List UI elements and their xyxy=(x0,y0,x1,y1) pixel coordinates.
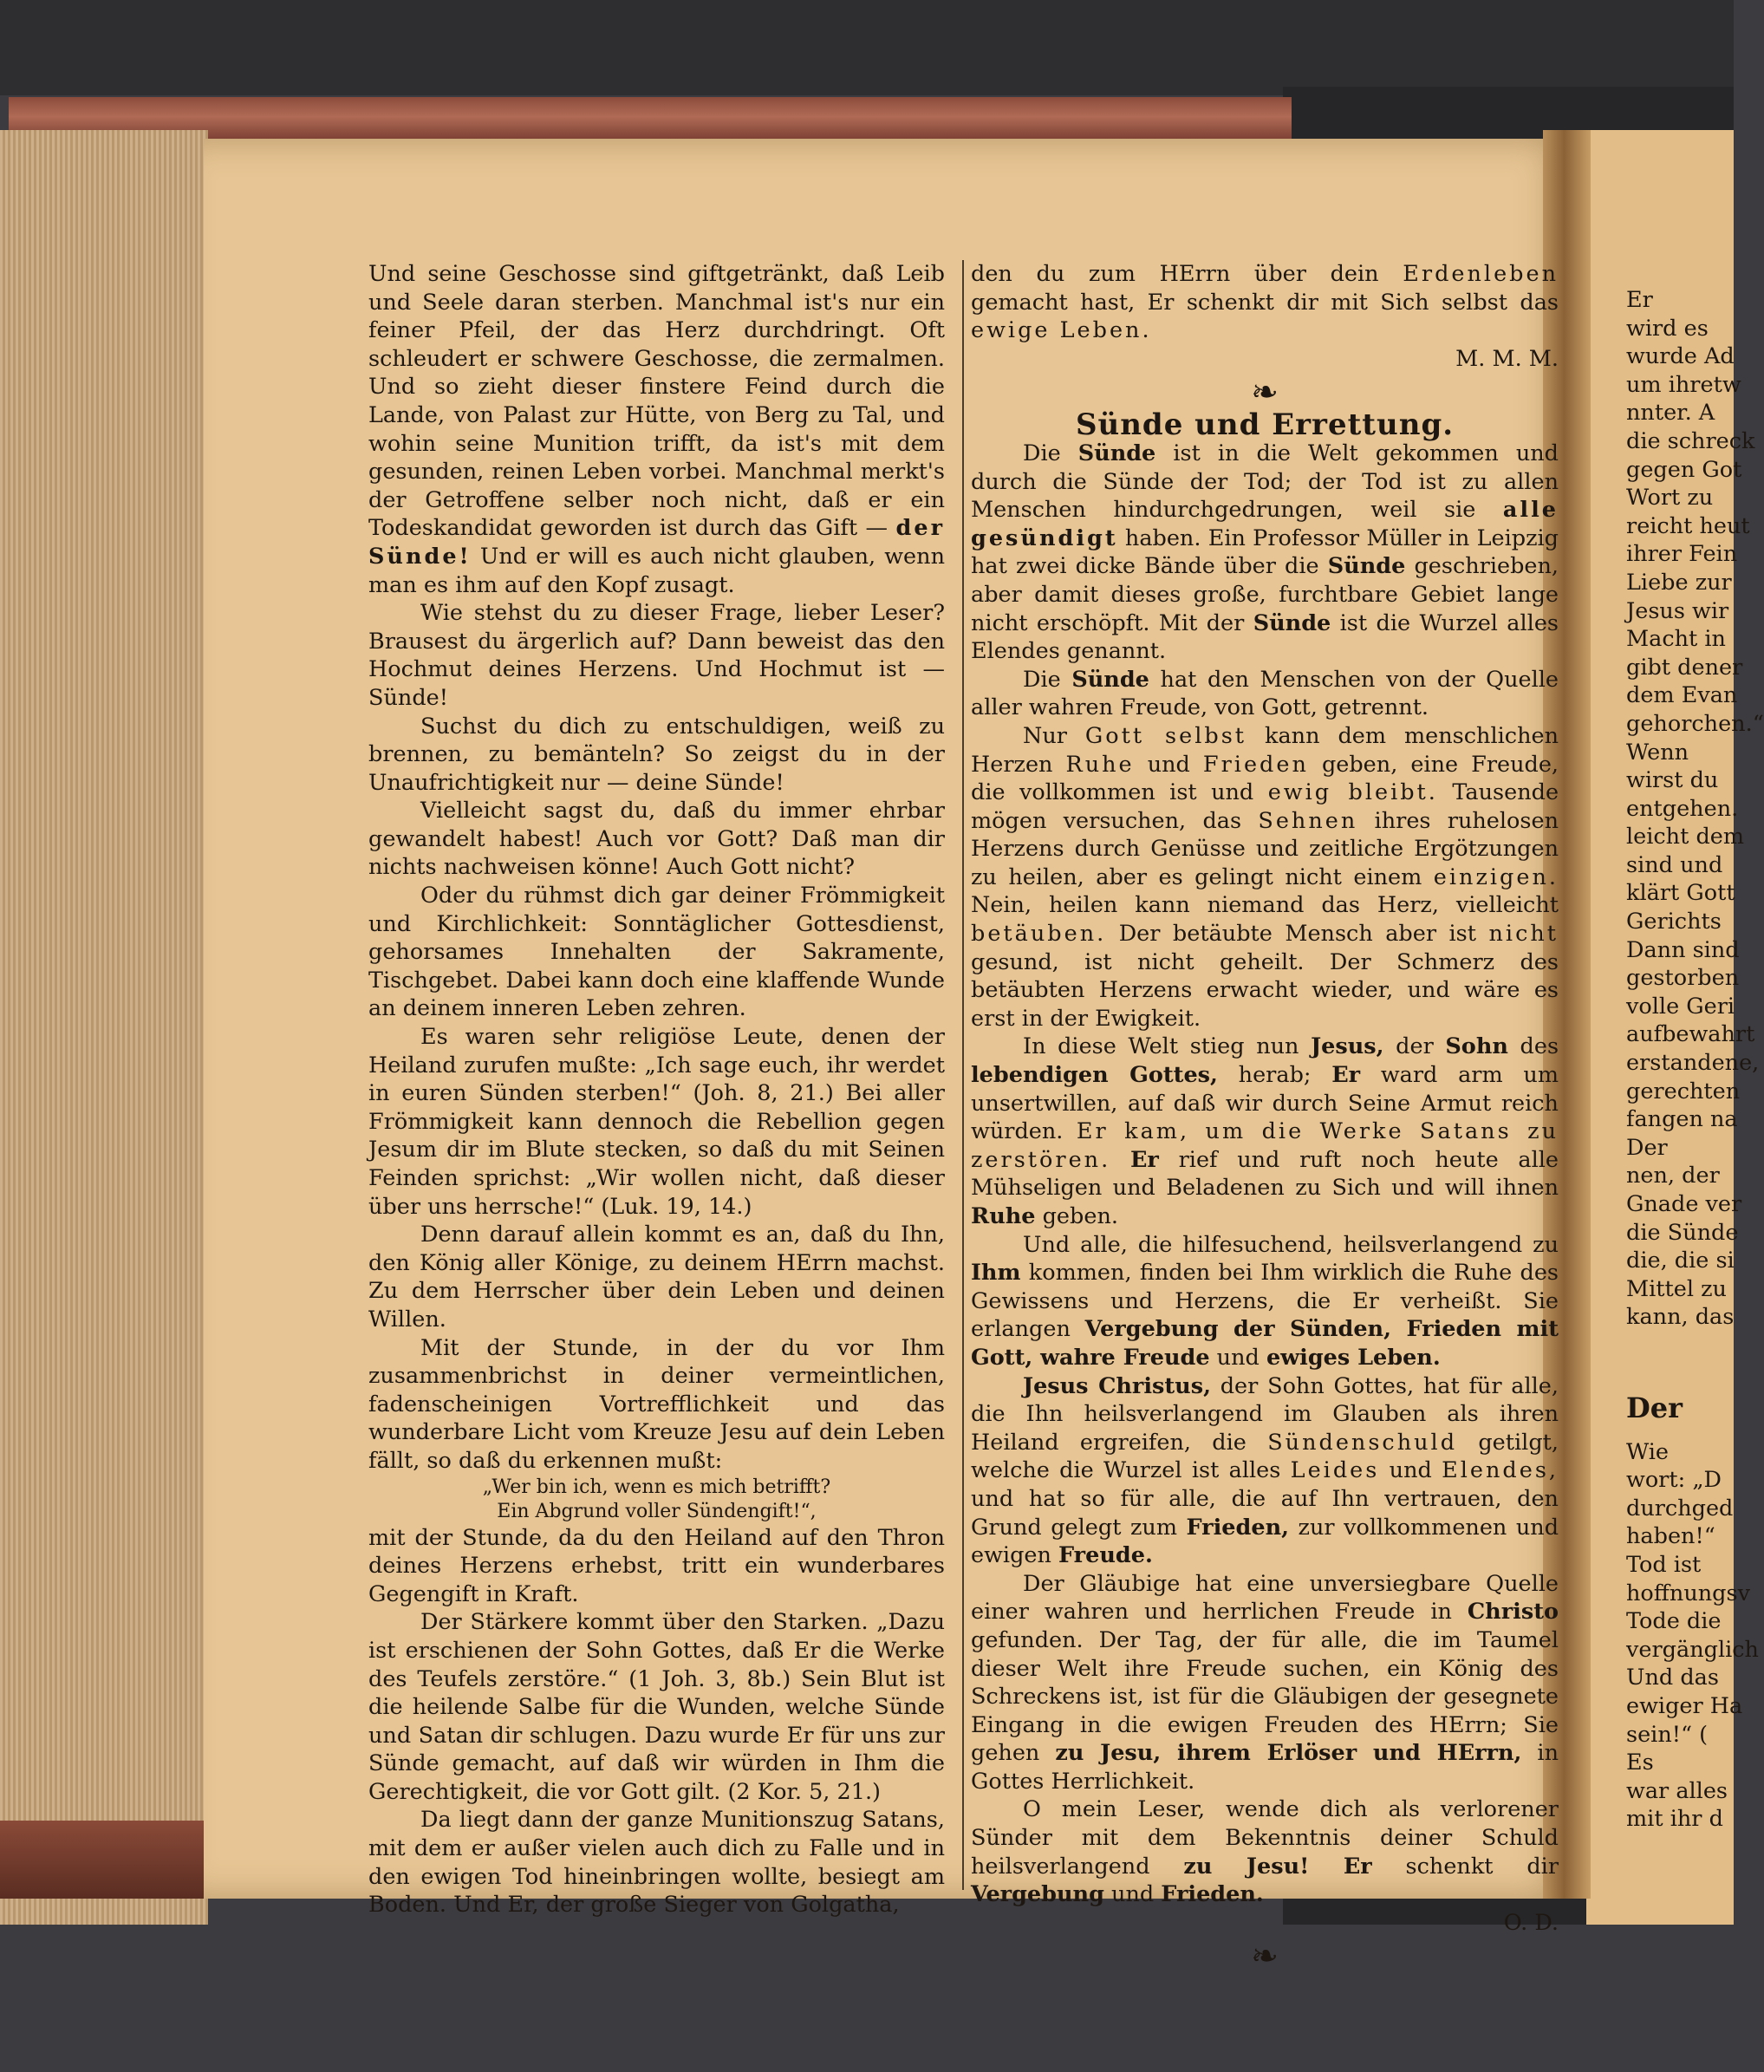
text-line: vergänglich xyxy=(1626,1636,1759,1663)
text: geschrieben, aber damit dieses große, furchtbare Gebiet lange nicht erschöpft. Mit der xyxy=(971,553,1559,636)
paragraph: mit der Stunde, da du den Heiland auf den Thron deines Herzens erhebst, tritt ein wunderbares Gegengift in Kraft. xyxy=(368,1524,945,1607)
emphasis: zu Jesu, ihrem Erlöser und HErrn, xyxy=(1055,1740,1522,1767)
emphasis: Jesus, xyxy=(1311,1033,1384,1060)
text-line: sind und xyxy=(1626,851,1723,878)
spaced-text: Frieden xyxy=(1202,751,1309,778)
text: des xyxy=(1520,1033,1559,1060)
spaced-text: einzigen. xyxy=(1433,863,1559,890)
text-line: Gerichts xyxy=(1626,909,1722,935)
text-line: Wie xyxy=(1626,1438,1670,1465)
text: schenkt dir xyxy=(1405,1853,1559,1880)
paragraph xyxy=(971,666,1559,722)
line-list xyxy=(1626,286,1764,1332)
paragraph xyxy=(971,1795,1559,1908)
emphasis: Ruhe xyxy=(971,1203,1036,1229)
text: geben. xyxy=(1042,1203,1118,1229)
text-line: Gnade ver xyxy=(1626,1191,1742,1217)
emphasis: Sünde xyxy=(1253,609,1331,636)
text-line: wirst du xyxy=(1626,767,1719,794)
text-line: Wort zu xyxy=(1626,485,1714,511)
text-line: Es xyxy=(1626,1749,1654,1776)
text: Die xyxy=(1023,440,1061,466)
paragraph xyxy=(971,1372,1559,1570)
text: und xyxy=(1216,1344,1260,1371)
paragraph xyxy=(971,1231,1559,1372)
text: Nur xyxy=(1023,722,1067,749)
text-line: wird es xyxy=(1626,315,1709,342)
ornament-icon: ❧ xyxy=(1251,1937,1279,1976)
paragraph xyxy=(971,1033,1559,1230)
spaced-text: Er kam, um die Werke Satans zu zerstören. xyxy=(971,1118,1559,1173)
spaced-text: Gott selbst xyxy=(1084,722,1247,749)
text-line: gehorchen.“ xyxy=(1626,710,1764,737)
text: der Sohn Gottes, hat für alle, die Ihn heilsverlangend im Glauben als ihren Heiland ergreifen, die xyxy=(971,1372,1559,1456)
right-text-column xyxy=(971,260,1559,1975)
emphasis: ewiges Leben. xyxy=(1266,1344,1441,1371)
text-line: ewiger Ha xyxy=(1626,1692,1743,1719)
text: ist in die Welt gekommen und durch die Sünde der Tod; der Tod ist zu allen Menschen hindurchgedrungen, weil sie xyxy=(971,440,1559,524)
emphasis: Vergebung der Sünden, Frieden mit Gott, wahre Freude xyxy=(971,1316,1559,1371)
text: Und er will es auch nicht glauben, wenn man es ihm auf den Kopf zusagt. xyxy=(368,543,945,598)
text-line: Tode die xyxy=(1626,1608,1722,1635)
text-line: aufbewahrt xyxy=(1626,1021,1755,1048)
text: ihres ruhelosen Herzens durch Genüsse und zeitliche Ergötzungen zu heilen, aber es gelingt nicht einem xyxy=(971,807,1559,890)
emphasis: zu Jesu! Er xyxy=(1183,1853,1372,1880)
text: ward arm um unsertwillen, auf daß wir durch Seine Armut reich würden. xyxy=(971,1062,1559,1145)
page-edges xyxy=(0,130,208,1925)
text-line: sein!“ ( xyxy=(1626,1721,1709,1748)
text: zur vollkommenen und ewigen xyxy=(971,1514,1559,1569)
text: und xyxy=(1389,1457,1432,1484)
text-line: Mittel zu xyxy=(1626,1275,1727,1302)
paragraph: Denn darauf allein kommt es an, daß du Ihn, den König aller Könige, zu deinem HErrn machst. Zu dem Herrscher über dein Leben und deinen Willen. xyxy=(368,1222,945,1332)
author-signature: M. M. M. xyxy=(1455,345,1559,372)
paragraph: Oder du rühmst dich gar deiner Frömmigkeit und Kirchlichkeit: Sonntäglicher Gottesdienst, gehorsames Innehalten der Sakramente, Tischgebet. Dabei kann doch eine klaffende Wunde an deinem inneren Leben zehren. xyxy=(368,883,945,1022)
text: Und alle, die hilfesuchend, heilsverlangend zu xyxy=(1023,1231,1559,1258)
text-line: um ihretw xyxy=(1626,371,1741,398)
text: geben, eine Freude, die vollkommen ist und xyxy=(971,751,1559,806)
spaced-text: nicht xyxy=(1488,921,1559,948)
paragraph xyxy=(368,260,945,599)
text: ist die Wurzel alles Elendes genannt. xyxy=(971,609,1559,665)
paragraph xyxy=(971,722,1559,1033)
text-line: entgehen. xyxy=(1626,795,1739,822)
text: Und seine Geschosse sind giftgetränkt, daß Leib und Seele daran sterben. Manchmal ist's nur ein feiner Pfeil, der das Herz durchdringt. Oft schleudert er schwere Geschosse, die zermalmen. Und so zieht dieser finstere Feind durch die Lande, von Palast zur Hütte, von Berg zu Tal, und wohin seine Munition trifft, da ist's mit dem gesunden, reinen Leben vorbei. Manchmal merkt's der Getroffene selber noch nicht, daß er ein Todeskandidat geworden ist durch das Gift — xyxy=(368,261,945,542)
emphasis: Ihm xyxy=(971,1260,1021,1287)
spaced-text: betäuben. xyxy=(971,921,1107,948)
paragraph: Der Stärkere kommt über den Starken. „Dazu ist erschienen der Sohn Gottes, daß Er die Werke des Teufels zerstöre.“ (1 Joh. 3, 8b.) Sein Blut ist die heilende Salbe für die Wunden, welche Sünde und Satan dir schlugen. Dazu wurde Er für uns zur Sünde gemacht, auf daß wir würden in Ihm die Gerechtigkeit, die vor Gott gilt. (2 Kor. 5, 21.) xyxy=(368,1609,945,1805)
emphasis: Vergebung xyxy=(971,1881,1104,1908)
text-line: Der xyxy=(1626,1134,1668,1161)
text: Der betäubte Mensch aber ist xyxy=(1118,921,1476,948)
text-line: dem Evan xyxy=(1626,682,1738,709)
text-line: Und das xyxy=(1626,1665,1719,1691)
emphasis: Sünde xyxy=(1071,666,1149,693)
text: hat den Menschen von der Quelle aller wahren Freude, von Gott, getrennt. xyxy=(971,666,1559,721)
ornament-icon: ❧ xyxy=(1251,373,1279,412)
verse-quote-line: „Wer bin ich, wenn es mich betrifft? xyxy=(482,1476,831,1498)
text-line: reicht heut xyxy=(1626,512,1750,539)
text: den du zum HErrn über dein xyxy=(971,261,1379,287)
text: rief und ruft noch heute alle Mühseligen und Beladenen zu Sich und will ihnen xyxy=(971,1146,1559,1202)
text-line: nnter. A xyxy=(1626,400,1715,427)
text-line: haben!“ xyxy=(1626,1523,1715,1550)
spaced-text: Sehnen xyxy=(1258,807,1358,834)
paragraph: Mit der Stunde, in der du vor Ihm zusammenbrichst in deiner vermeintlichen, fadenscheinigen Vortrefflichkeit und das wunderbare Licht vom Kreuze Jesu auf dein Leben fällt, so daß du erkennen mußt: xyxy=(368,1334,945,1474)
text-line: kann, das xyxy=(1626,1304,1735,1331)
paragraph xyxy=(971,260,1559,345)
text: kann dem menschlichen Herzen xyxy=(971,722,1559,778)
text-line: durchged xyxy=(1626,1495,1734,1521)
text-line: gestorben xyxy=(1626,965,1740,992)
spaced-text: Sündenschuld xyxy=(1267,1429,1458,1456)
text-line: ihrer Fein xyxy=(1626,541,1738,568)
text: Tausende mögen versuchen, das xyxy=(971,779,1559,834)
text-line: mit ihr d xyxy=(1626,1806,1723,1833)
paragraph xyxy=(971,1570,1559,1796)
text-line: volle Geri xyxy=(1626,993,1735,1020)
text: und xyxy=(1111,1881,1155,1908)
text: gemacht hast, Er schenkt dir mit Sich selbst das xyxy=(971,289,1559,316)
column-divider xyxy=(962,260,964,1890)
next-page-text-fragment xyxy=(1626,286,1764,1834)
left-text-column xyxy=(368,260,945,1919)
text: Der Gläubige hat eine unversiegbare Quelle einer wahren und herrlichen Freude in xyxy=(971,1570,1559,1626)
emphasis: Christo xyxy=(1467,1599,1559,1626)
spaced-text: ewig bleibt. xyxy=(1267,779,1438,806)
scanner-background xyxy=(0,0,1734,95)
spaced-text: Ruhe xyxy=(1065,751,1135,778)
text-line: erstandene, xyxy=(1626,1050,1760,1077)
text-line: wurde Ad xyxy=(1626,343,1735,370)
author-signature: O. D. xyxy=(1503,1909,1559,1936)
text-line: gegen Got xyxy=(1626,456,1742,483)
text-line: gerechten xyxy=(1626,1078,1741,1104)
section-heading: Der xyxy=(1626,1391,1683,1424)
text: getilgt, welche die Wurzel ist alles xyxy=(971,1429,1559,1484)
paragraph: Suchst du dich zu entschuldigen, weiß zu brennen, zu bemänteln? So zeigst du in der Unaufrichtigkeit nur — deine Sünde! xyxy=(368,713,945,796)
spaced-text: ewige Leben. xyxy=(971,317,1152,344)
text: O mein Leser, wende dich als verlorener Sünder mit dem Bekenntnis deiner Schuld heilsverlangend xyxy=(971,1796,1559,1880)
text-line: klärt Gott xyxy=(1626,880,1735,907)
text-line: Macht in xyxy=(1626,626,1726,653)
text: und xyxy=(1147,751,1190,778)
text: gesund, ist nicht geheilt. Der Schmerz des betäubten Herzens erwacht wieder, und wäre es erst in der Ewigkeit. xyxy=(971,948,1559,1032)
emphasis: Sohn xyxy=(1445,1033,1508,1060)
emphasis: Er xyxy=(1331,1062,1361,1089)
text-line: wort: „D xyxy=(1626,1467,1722,1494)
emphasis: Sünde xyxy=(1077,440,1156,466)
line-list xyxy=(1626,1438,1759,1834)
text-line: Er xyxy=(1626,287,1653,313)
emphasis: lebendigen Gottes, xyxy=(971,1062,1218,1089)
spaced-text: Leides xyxy=(1290,1457,1380,1484)
paragraph: Es waren sehr religiöse Leute, denen der Heiland zurufen mußte: „Ich sage euch, ihr werdet in euren Sünden sterben!“ (Joh. 8, 21.) Bei aller Frömmigkeit kann dennoch die Rebellion gegen Jesum dir im Blute stecken, so daß du mit Seinen Feinden sprichst: „Wir wollen nicht, daß dieser über uns herrsche!“ (Luk. 19, 14.) xyxy=(368,1024,945,1220)
emphasis: Frieden, xyxy=(1186,1514,1290,1541)
paragraph: Wie stehst du zu dieser Frage, lieber Leser? Brausest du ärgerlich auf? Dann beweist das den Hochmut deines Herzens. Und Hochmut ist — Sünde! xyxy=(368,600,945,711)
text: der xyxy=(1396,1033,1434,1060)
text-line: Wenn xyxy=(1626,739,1689,766)
emphasis: Freude. xyxy=(1058,1542,1153,1569)
emphasis: Er xyxy=(1129,1146,1159,1173)
text: kommen, finden bei Ihm wirklich die Ruhe des Gewissens und Herzens, die Er verheißt. Sie erlangen xyxy=(971,1260,1559,1343)
text-line: Dann sind xyxy=(1626,936,1740,963)
text-line: die schreck xyxy=(1626,427,1755,454)
text-line: war alles xyxy=(1626,1777,1728,1804)
text: haben. Ein Professor Müller in Leipzig hat zwei dicke Bände über die xyxy=(971,525,1559,580)
text-line: die, die si xyxy=(1626,1248,1735,1274)
text: Nein, heilen kann niemand das Herz, vielleicht xyxy=(971,892,1559,919)
spaced-text: Elendes, xyxy=(1442,1457,1559,1484)
text: in Gottes Herrlichkeit. xyxy=(971,1740,1559,1795)
paragraph: Da liegt dann der ganze Munitionszug Satans, mit dem er außer vielen auch dich zu Falle und in den ewigen Tod hineinbringen wollte, besiegt am Boden. Und Er, der große Sieger von Golgatha, xyxy=(368,1807,945,1919)
emphasis: Sünde xyxy=(1327,553,1406,580)
text-line: nen, der xyxy=(1626,1163,1720,1189)
emphasis: Frieden. xyxy=(1161,1881,1264,1908)
article-title: Sünde und Errettung. xyxy=(1075,407,1455,443)
text: gefunden. Der Tag, der für alle, die im Taumel dieser Welt ihre Freude suchen, ein König des Schreckens ist, ist für die Gläubigen der gesegnete Eingang in die ewigen Freuden des HErrn; Sie gehen xyxy=(971,1626,1559,1767)
text: Die xyxy=(1023,666,1061,693)
text-line: Jesus wir xyxy=(1626,597,1729,624)
text-line: gibt dener xyxy=(1626,654,1743,681)
paragraph: Vielleicht sagst du, daß du immer ehrbar gewandelt habest! Auch vor Gott? Daß man dir nichts nachweisen könne! Auch Gott nicht? xyxy=(368,798,945,881)
text-line: hoffnungsv xyxy=(1626,1580,1750,1606)
text: herab; xyxy=(1238,1062,1312,1089)
emphasis: der Sünde! xyxy=(368,515,946,570)
text-line: fangen na xyxy=(1626,1106,1738,1133)
paragraph xyxy=(971,440,1559,666)
text-line: die Sünde xyxy=(1626,1219,1739,1246)
text-line: Liebe zur xyxy=(1626,569,1732,596)
emphasis: Jesus Christus, xyxy=(1023,1372,1211,1399)
emphasis: alle gesündigt xyxy=(971,497,1559,551)
spaced-text: Erdenleben xyxy=(1403,261,1559,287)
text-line: leicht dem xyxy=(1626,824,1745,850)
verse-quote-line: Ein Abgrund voller Sündengift!“, xyxy=(497,1500,817,1522)
text: und hat so für alle, die auf Ihn vertrauen, den Grund gelegt zum xyxy=(971,1485,1559,1541)
text: In diese Welt stieg nun xyxy=(1023,1033,1299,1060)
text-line: Tod ist xyxy=(1626,1551,1702,1578)
